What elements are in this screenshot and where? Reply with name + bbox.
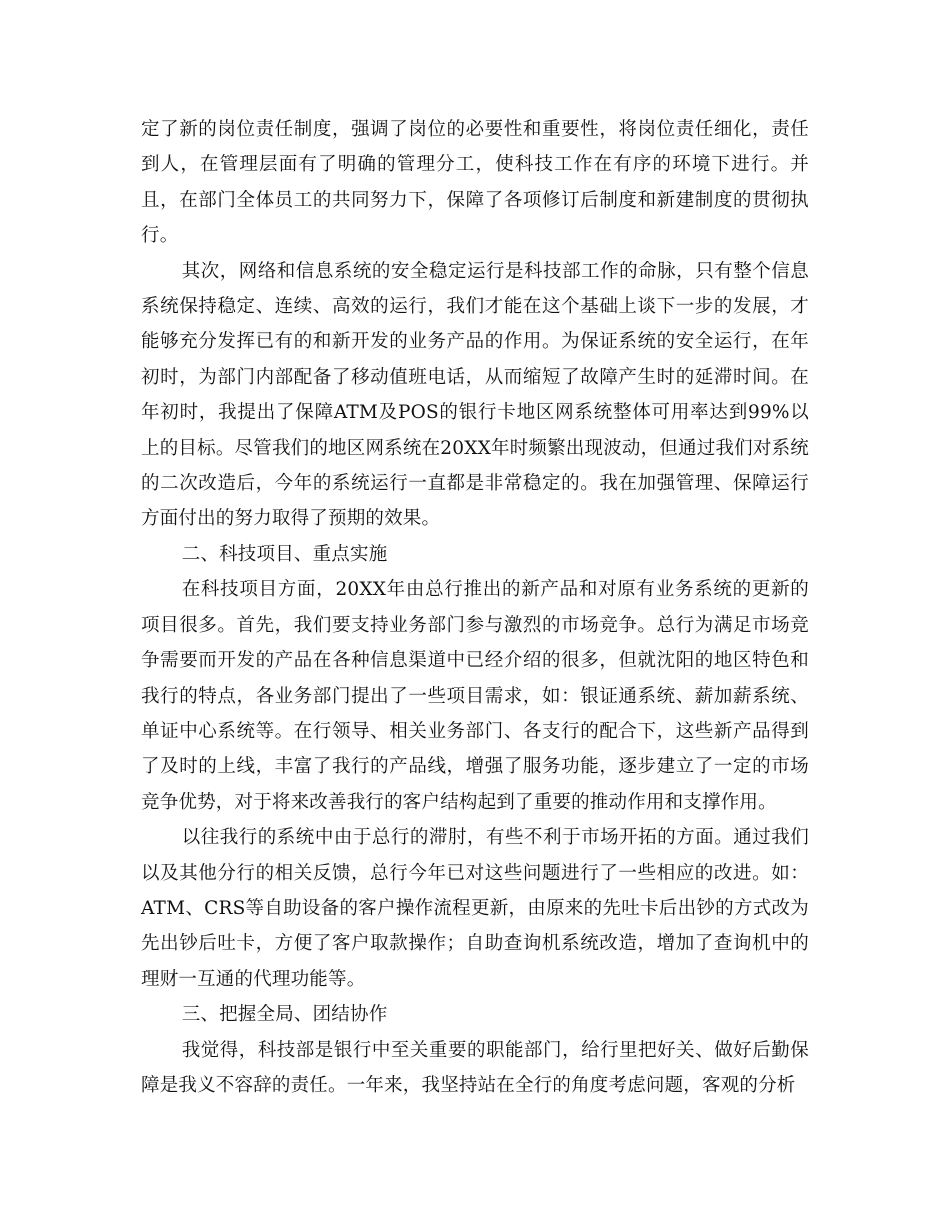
section-heading-2: 二、科技项目、重点实施 xyxy=(181,543,388,565)
paragraph-1: 定了新的岗位责任制度，强调了岗位的必要性和重要性，将岗位责任细化，责任到人，在管理层面有了明确的管理分工，使科技工作在有序的环境下进行。并且，在部门全体员工的共同努力下，保障了各项修订后制度和新建制度的贯彻执行。 xyxy=(141,119,809,247)
paragraph-5: 我觉得，科技部是银行中至关重要的职能部门，给行里把好关、做好后勤保障是我义不容辞的责任。一年来，我坚持站在全行的角度考虑问题，客观的分析 xyxy=(141,1039,809,1096)
document-page xyxy=(141,112,809,1103)
section-heading-3: 三、把握全局、团结协作 xyxy=(181,1004,388,1026)
paragraph-4: 以往我行的系统中由于总行的滞肘，有些不利于市场开拓的方面。通过我们以及其他分行的相关反馈，总行今年已对这些问题进行了一些相应的改进。如：ATM、CRS等自助设备的客户操作流程更新，由原来的先吐卡后出钞的方式改为先出钞后吐卡，方便了客户取款操作；自助查询机系统改造，增加了查询机中的理财一互通的代理功能等。 xyxy=(141,827,809,990)
paragraph-2: 其次，网络和信息系统的安全稳定运行是科技部工作的命脉，只有整个信息系统保持稳定、连续、高效的运行，我们才能在这个基础上谈下一步的发展，才能够充分发挥已有的和新开发的业务产品的作用。为保证系统的安全运行，在年初时，为部门内部配备了移动值班电话，从而缩短了故障产生时的延滞时间。在年初时，我提出了保障ATM及POS的银行卡地区网系统整体可用率达到99%以上的目标。尽管我们的地区网系统在20XX年时频繁出现波动，但通过我们对系统的二次改造后，今年的系统运行一直都是非常稳定的。我在加强管理、保障运行方面付出的努力取得了预期的效果。 xyxy=(141,260,809,530)
paragraph-3: 在科技项目方面，20XX年由总行推出的新产品和对原有业务系统的更新的项目很多。首先，我们要支持业务部门参与激烈的市场竞争。总行为满足市场竞争需要而开发的产品在各种信息渠道中已经介绍的很多，但就沈阳的地区特色和我行的特点，各业务部门提出了一些项目需求，如：银证通系统、薪加薪系统、单证中心系统等。在行领导、相关业务部门、各支行的配合下，这些新产品得到了及时的上线，丰富了我行的产品线，增强了服务功能，逐步建立了一定的市场竞争优势，对于将来改善我行的客户结构起到了重要的推动作用和支撑作用。 xyxy=(141,579,809,813)
